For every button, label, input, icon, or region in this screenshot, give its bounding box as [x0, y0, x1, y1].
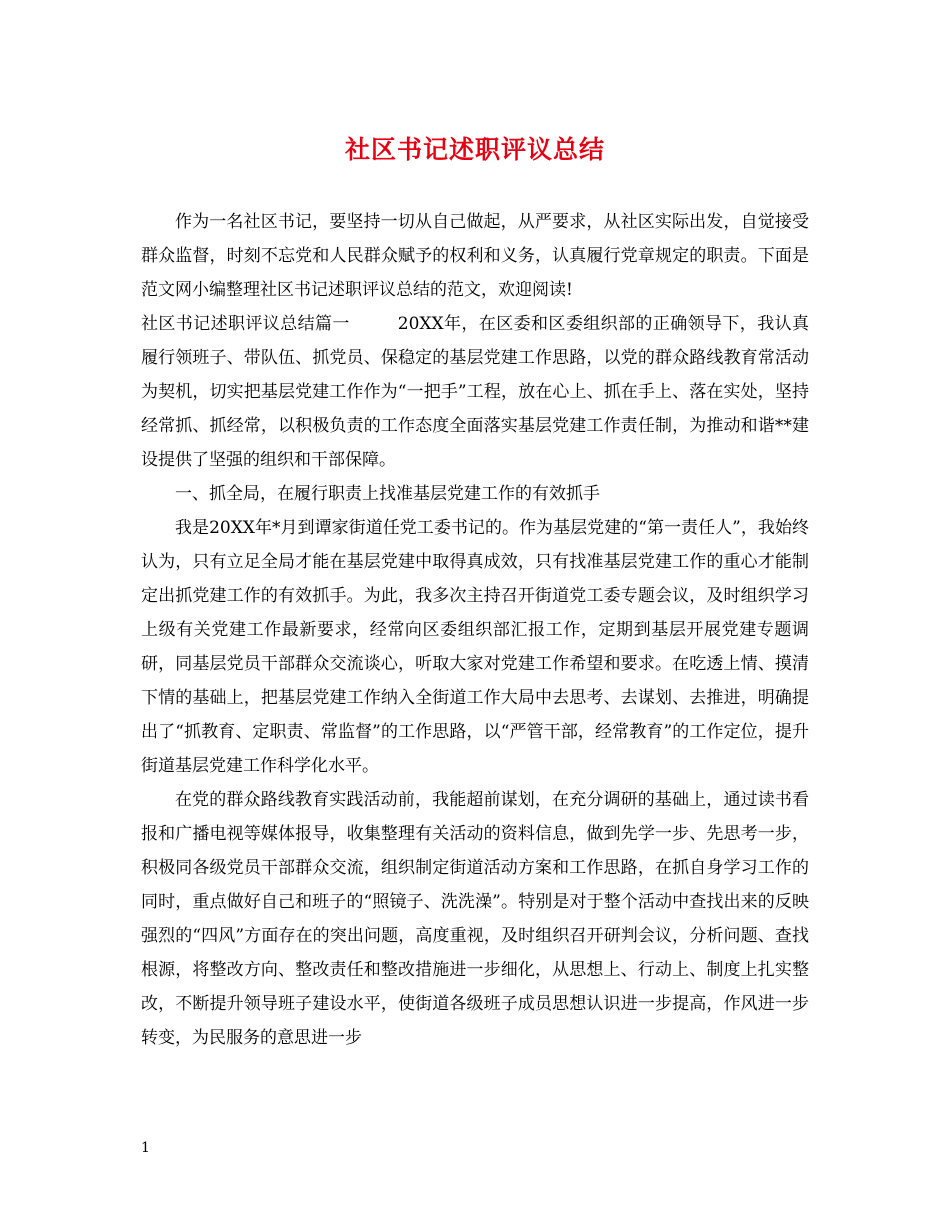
section-heading-1: 一、抓全局，在履行职责上找准基层党建工作的有效抓手 [175, 484, 600, 504]
page-number: 1 [141, 1140, 150, 1156]
article-body-text: 20XX年，在区委和区委组织部的正确领导下，我认真履行领班子、带队伍、抓党员、保稳定的基层党建工作思路，以党的群众路线教育常活动为契机，切实把基层党建工作作为“一把手”工程，放在心上、抓在手上、落在实处，坚持经常抓、抓经常，以积极负责的工作态度全面落实基层党建工作责任制，为推动和谐**建设提供了坚强的组织和干部保障。 [141, 314, 810, 470]
paragraph-article-start [141, 307, 809, 477]
document-body [141, 205, 809, 1055]
article-heading: 社区书记述职评议总结篇一 [141, 314, 350, 334]
paragraph-3: 我是20XX年*月到谭家街道任党工委书记的。作为基层党建的“第一责任人”，我始终认为，只有立足全局才能在基层党建中取得真成效，只有找准基层党建工作的重心才能制定出抓党建工作的有效抓手。为此，我多次主持召开街道党工委专题会议，及时组织学习上级有关党建工作最新要求，经常向区委组织部汇报工作，定期到基层开展党建专题调研，同基层党员干部群众交流谈心，听取大家对党建工作希望和要求。在吃透上情、摸清下情的基础上，把基层党建工作纳入全街道工作大局中去思考、去谋划、去推进，明确提出了“抓教育、定职责、常监督”的工作思路，以“严管干部，经常教育”的工作定位，提升街道基层党建工作科学化水平。 [141, 518, 809, 776]
paragraph-4: 在党的群众路线教育实践活动前，我能超前谋划，在充分调研的基础上，通过读书看报和广播电视等媒体报导，收集整理有关活动的资料信息，做到先学一步、先思考一步，积极同各级党员干部群众交流，组织制定街道活动方案和工作思路，在抓自身学习工作的同时，重点做好自己和班子的“照镜子、洗洗澡”。特别是对于整个活动中查找出来的反映强烈的“四风”方面存在的突出问题，高度重视，及时组织召开研判会议，分析问题、查找根源，将整改方向、整改责任和整改措施进一步细化，从思想上、行动上、制度上扎实整改，不断提升领导班子建设水平，使街道各级班子成员思想认识进一步提高，作风进一步转变，为民服务的意思进一步 [141, 790, 809, 1048]
document-title: 社区书记述职评议总结 [344, 135, 605, 164]
paragraph-intro: 作为一名社区书记，要坚持一切从自己做起，从严要求，从社区实际出发，自觉接受群众监督，时刻不忘党和人民群众赋予的权利和义务，认真履行党章规定的职责。下面是范文网小编整理社区书记述职评议总结的范文，欢迎阅读! [141, 212, 809, 300]
